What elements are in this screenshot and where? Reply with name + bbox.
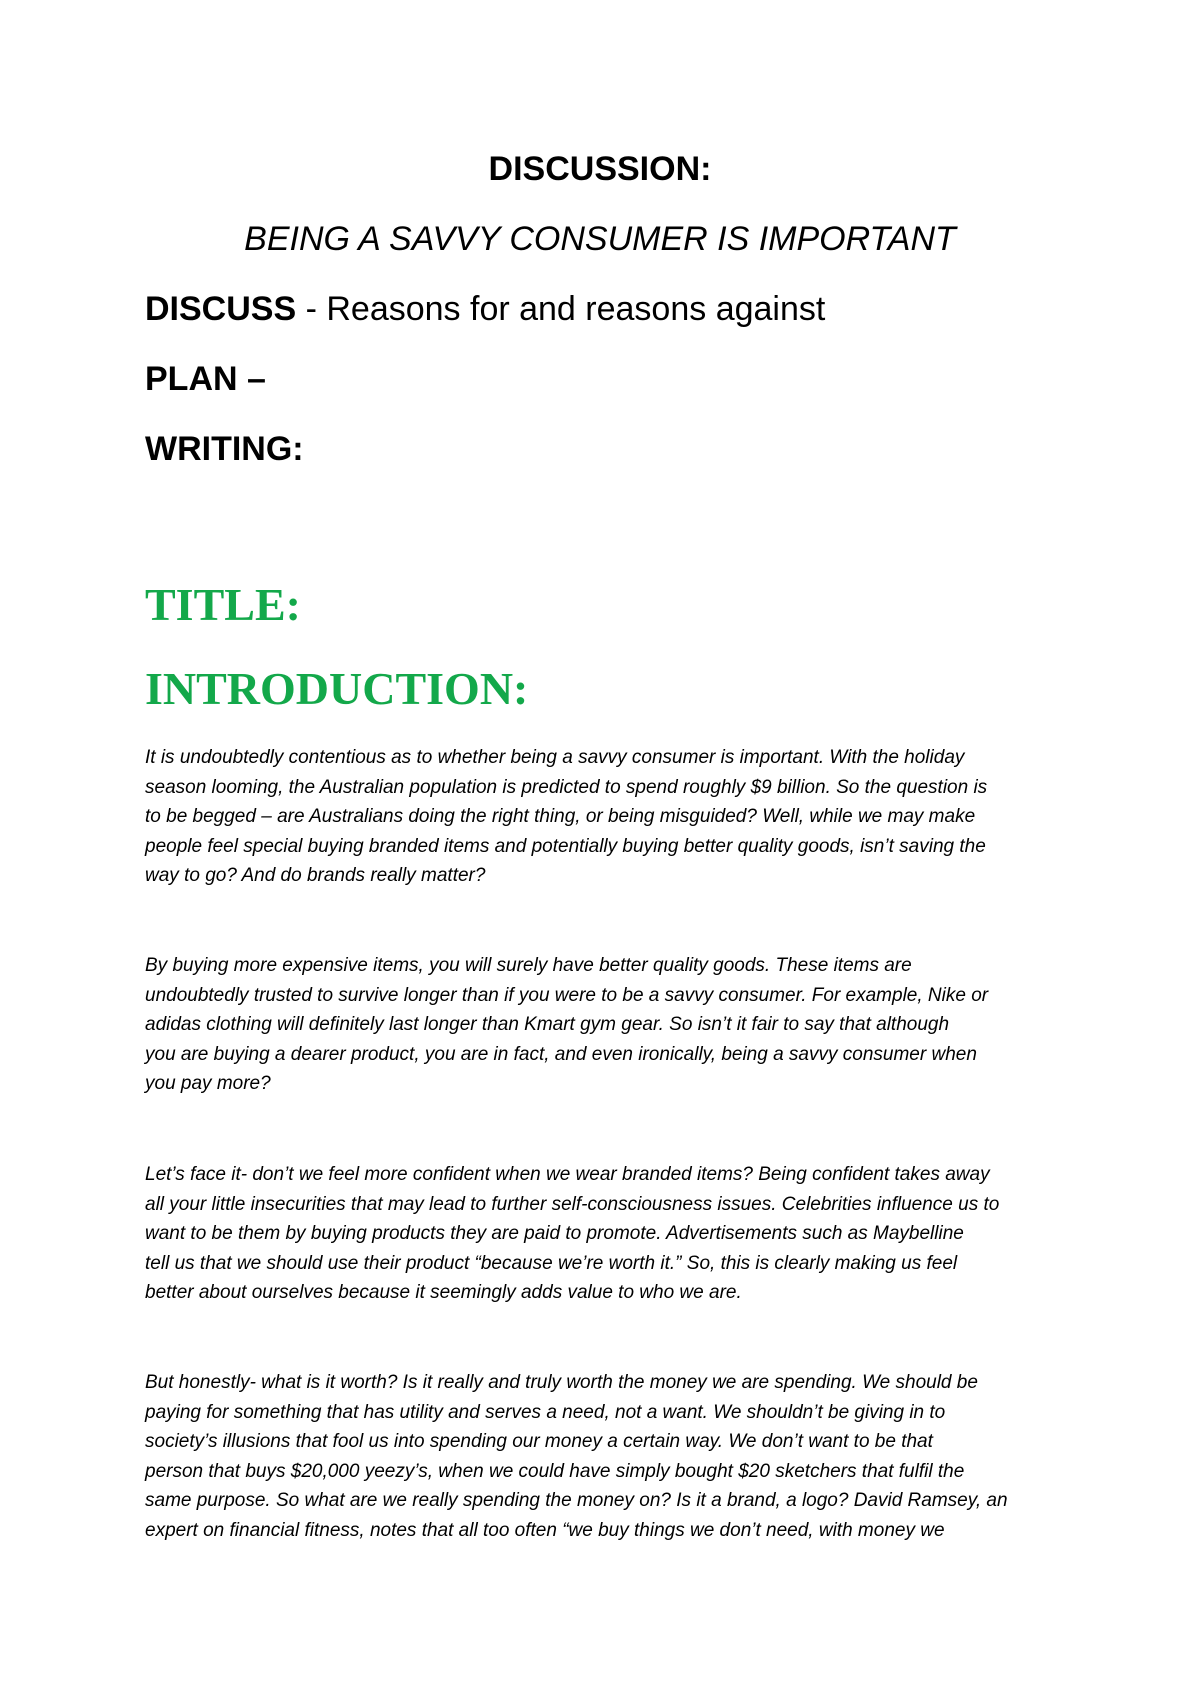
introduction-section-heading: INTRODUCTION: xyxy=(145,663,529,714)
discuss-text: - Reasons for and reasons against xyxy=(296,290,826,328)
paragraph-line: want to be them by buying products they are paid to promote. Advertisements such as Maybelline xyxy=(145,1223,964,1244)
paragraph-introduction xyxy=(145,743,1065,891)
writing-label: WRITING: xyxy=(145,430,304,468)
plan-label: PLAN – xyxy=(145,360,266,398)
topic-subtitle: BEING A SAVVY CONSUMER IS IMPORTANT xyxy=(244,220,956,258)
paragraph-line: undoubtedly trusted to survive longer than if you were to be a savvy consumer. For example, Nike or xyxy=(145,984,989,1006)
paragraph-line: By buying more expensive items, you will surely have better quality goods. These items are xyxy=(145,955,912,976)
paragraph-line: season looming, the Australian population is predicted to spend roughly $9 billion. So the question is xyxy=(145,776,988,798)
discussion-heading: DISCUSSION: xyxy=(488,150,712,188)
paragraph-worth xyxy=(145,1368,1065,1545)
paragraph-line: all your little insecurities that may lead to further self-consciousness issues. Celebrities influence us to xyxy=(145,1193,1000,1215)
paragraph-line: same purpose. So what are we really spending the money on? Is it a brand, a logo? David Ramsey, an xyxy=(145,1490,1008,1511)
paragraph-line: person that buys $20,000 yeezy’s, when we could have simply bought $20 sketchers that fulfil the xyxy=(145,1460,965,1482)
paragraph-quality xyxy=(145,951,1065,1099)
paragraph-line: people feel special buying branded items and potentially buying better quality goods, isn’t saving the xyxy=(145,835,986,857)
paragraph-line: way to go? And do brands really matter? xyxy=(145,865,486,886)
paragraph-line: you are buying a dearer product, you are in fact, and even ironically, being a savvy consumer when xyxy=(145,1043,977,1065)
paragraph-line: expert on financial fitness, notes that all too often “we buy things we don’t need, with money we xyxy=(145,1519,945,1541)
paragraph-line: Let’s face it- don’t we feel more confident when we wear branded items? Being confident takes away xyxy=(145,1164,990,1185)
paragraph-line: paying for something that has utility and serves a need, not a want. We shouldn’t be giving in to xyxy=(145,1401,946,1423)
paragraph-line: But honestly- what is it worth? Is it really and truly worth the money we are spending. We should be xyxy=(145,1372,978,1393)
paragraph-line: tell us that we should use their product “because we’re worth it.” So, this is clearly making us feel xyxy=(145,1252,958,1274)
paragraph-line: to be begged – are Australians doing the right thing, or being misguided? Well, while we may make xyxy=(145,806,976,827)
paragraph-line: It is undoubtedly contentious as to whether being a savvy consumer is important. With the holiday xyxy=(145,747,965,768)
paragraph-line: adidas clothing will definitely last longer than Kmart gym gear. So isn’t it fair to say that although xyxy=(145,1014,950,1035)
paragraph-line: better about ourselves because it seemingly adds value to who we are. xyxy=(145,1282,742,1303)
discuss-label: DISCUSS xyxy=(145,290,297,328)
title-section-heading: TITLE: xyxy=(145,579,301,630)
paragraph-confidence xyxy=(145,1160,1065,1308)
discuss-line xyxy=(145,290,825,329)
paragraph-line: you pay more? xyxy=(145,1073,271,1094)
paragraph-line: society’s illusions that fool us into spending our money a certain way. We don’t want to be that xyxy=(145,1431,933,1452)
